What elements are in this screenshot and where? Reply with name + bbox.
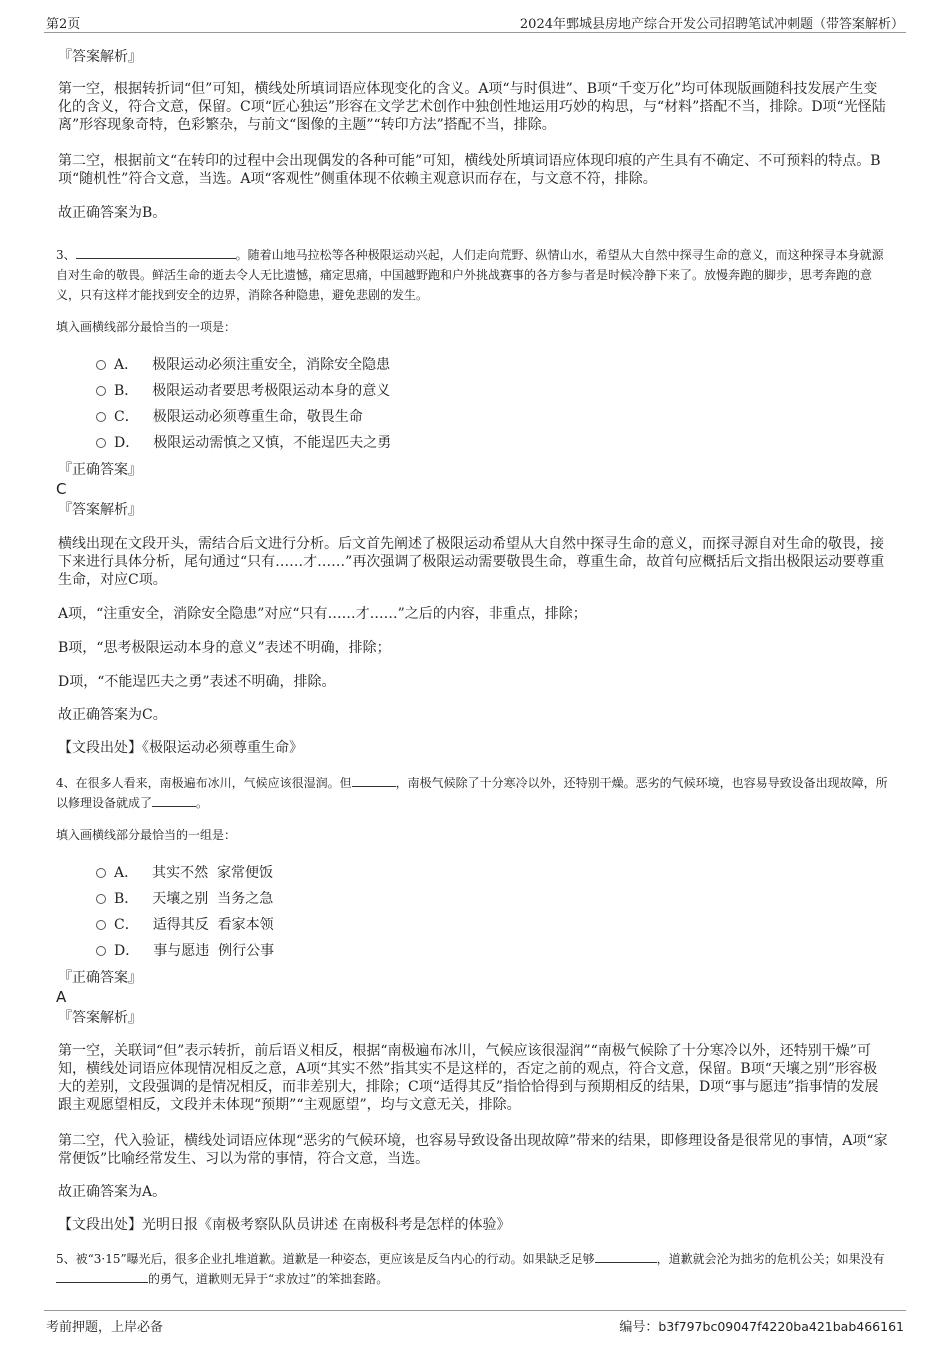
q3-analysis-p3: B项，“思考极限运动本身的意义”表述不明确，排除； xyxy=(58,640,391,656)
q2-conclusion: 故正确答案为B。 xyxy=(58,205,167,221)
q4-conclusion: 故正确答案为A。 xyxy=(58,1184,167,1200)
q3-answer: C xyxy=(56,480,67,498)
radio-icon[interactable] xyxy=(96,386,106,396)
q4-stem: 4、在很多人看来，南极遍布冰川，气候应该很湿润。但 ，南极气候除了十分寒冷以外，还特别干燥。恶劣的气候环境，也容易导致设备出现故障，所以修理设备就成了 。 xyxy=(56,773,888,813)
radio-icon[interactable] xyxy=(96,868,106,878)
radio-icon[interactable] xyxy=(96,946,106,956)
q2-analysis-p2: 第二空，根据前文“在转印的过程中会出现偶发的各种可能”可知，横线处所填词语应体现印痕的产生具有不确定、不可预料的特点。B项“随机性”符合文意，当选。A项“客观性”侧重体现不依赖主观意识而存在，与文意不符，排除。 xyxy=(58,153,881,187)
q4-option-a[interactable]: A． 其实不然 家常便饭 xyxy=(96,864,273,882)
q4-source: 【文段出处】光明日报《南极考察队队员讲述 在南极科考是怎样的体验》 xyxy=(58,1217,511,1233)
q4-analysis-label: 『答案解析』 xyxy=(58,1010,142,1026)
q4-blank-2 xyxy=(152,793,196,807)
q4-analysis-p1: 第一空，关联词“但”表示转折，前后语义相反，根据“南极遍布冰川，气候应该很湿润”“南极气候除了十分寒冷以外，还特别干燥”可知，横线处词语应体现情况相反之意，A项“其实不然”指其实不是这样的，否定之前的观点，符合文意，保留。B项“天壤之别”形容极大的差别，文段强调的是情况相反，而非差别大，排除；C项“适得其反”指恰恰得到与预期相反的结果，D项“事与愿违”指事情的发展跟主观愿望相反，文段并未体现“预期”“主观愿望”，均与文意无关，排除。 xyxy=(58,1043,879,1113)
q3-stem-text: 。随着山地马拉松等各种极限运动兴起，人们走向荒野、纵情山水，希望从大自然中探寻生命的意义，而这种探寻本身就源自对生命的敬畏。鲜活生命的逝去令人无比遗憾，痛定思痛，中国越野跑和户外挑战赛事的各方参与者是时候冷静下来了。放慢奔跑的脚步，思考奔跑的意义，只有这样才能找到安全的边界，消除各种隐患，避免悲剧的发生。 xyxy=(56,248,884,302)
radio-icon[interactable] xyxy=(96,920,106,930)
radio-icon[interactable] xyxy=(96,438,106,448)
radio-icon[interactable] xyxy=(96,894,106,904)
q5-blank-2 xyxy=(56,1269,148,1283)
q3-number: 3、 xyxy=(56,248,76,262)
q4-analysis-p2: 第二空，代入验证，横线处词语应体现“恶劣的气候环境，也容易导致设备出现故障”带来的结果，即修理设备是很常见的事情，A项“家常便饭”比喻经常发生、习以为常的事情，符合文意，当选。 xyxy=(58,1133,888,1167)
q4-option-d[interactable]: D． 事与愿违 例行公事 xyxy=(96,942,274,960)
q3-stem xyxy=(56,245,888,305)
q4-prompt: 填入画横线部分最恰当的一组是： xyxy=(56,828,237,842)
q4-option-b[interactable]: B． 天壤之别 当务之急 xyxy=(96,890,273,908)
radio-icon[interactable] xyxy=(96,412,106,422)
q3-conclusion: 故正确答案为C。 xyxy=(58,707,167,723)
page-header xyxy=(44,10,906,33)
q2-analysis-label: 『答案解析』 xyxy=(58,49,142,65)
q3-analysis-p2: A项，“注重安全，消除安全隐患”对应“只有……才……”之后的内容，非重点，排除； xyxy=(58,606,587,622)
q3-analysis-label: 『答案解析』 xyxy=(58,502,142,518)
radio-icon[interactable] xyxy=(96,360,106,370)
q5-stem: 5、被“3·15”曝光后，很多企业扎堆道歉。道歉是一种姿态，更应该是反刍内心的行动。如果缺乏足够 ，道歉就会沦为拙劣的危机公关；如果没有的勇气，道歉则无异于“求放过”的笨拙套路。 xyxy=(56,1249,888,1289)
q3-prompt: 填入画横线部分最恰当的一项是： xyxy=(56,320,237,334)
q3-option-b[interactable]: B． 极限运动者要思考极限运动本身的意义 xyxy=(96,382,390,400)
page-footer xyxy=(44,1310,906,1335)
q3-option-d[interactable]: D． 极限运动需慎之又慎，不能逞匹夫之勇 xyxy=(96,434,391,452)
q3-correct-label: 『正确答案』 xyxy=(58,462,142,478)
q3-option-c[interactable]: C． 极限运动必须尊重生命，敬畏生命 xyxy=(96,408,363,426)
document-title: 2024年鄄城县房地产综合开发公司招聘笔试冲刺题（带答案解析） xyxy=(519,17,904,32)
q3-option-a[interactable]: A． 极限运动必须注重安全，消除安全隐患 xyxy=(96,356,390,374)
q3-blank xyxy=(76,245,236,259)
document-id: 编号：b3f797bc09047f4220ba421bab466161 xyxy=(619,1319,904,1335)
q4-correct-label: 『正确答案』 xyxy=(58,970,142,986)
q4-blank-1 xyxy=(352,773,396,787)
q3-analysis-p1: 横线出现在文段开头，需结合后文进行分析。后文首先阐述了极限运动希望从大自然中探寻生命的意义，而探寻源自对生命的敬畏，接下来进行具体分析，尾句通过“只有……才……”再次强调了极限运动需要敬畏生命，尊重生命，故首句应概括后文指出极限运动要尊重生命，对应C项。 xyxy=(58,536,885,588)
q3-source: 【文段出处】《极限运动必须尊重生命》 xyxy=(58,740,303,756)
footer-slogan: 考前押题，上岸必备 xyxy=(46,1320,164,1335)
q3-analysis-p4: D项，“不能逞匹夫之勇”表述不明确，排除。 xyxy=(58,674,336,690)
q4-answer: A xyxy=(56,988,67,1006)
q2-analysis-p1: 第一空，根据转折词“但”可知，横线处所填词语应体现变化的含义。A项“与时俱进”、B项“千变万化”均可体现版画随科技发展产生变化的含义，符合文意，保留。C项“匠心独运”形容在文学艺术创作中独创性地运用巧妙的构思，与“材料”搭配不当，排除。D项“光怪陆离”形容现象奇特，色彩繁杂，与前文“图像的主题”“转印方法”搭配不当，排除。 xyxy=(58,81,886,133)
q5-blank-1 xyxy=(595,1249,657,1263)
page-number: 第2页 xyxy=(46,17,81,32)
q4-option-c[interactable]: C． 适得其反 看家本领 xyxy=(96,916,274,934)
